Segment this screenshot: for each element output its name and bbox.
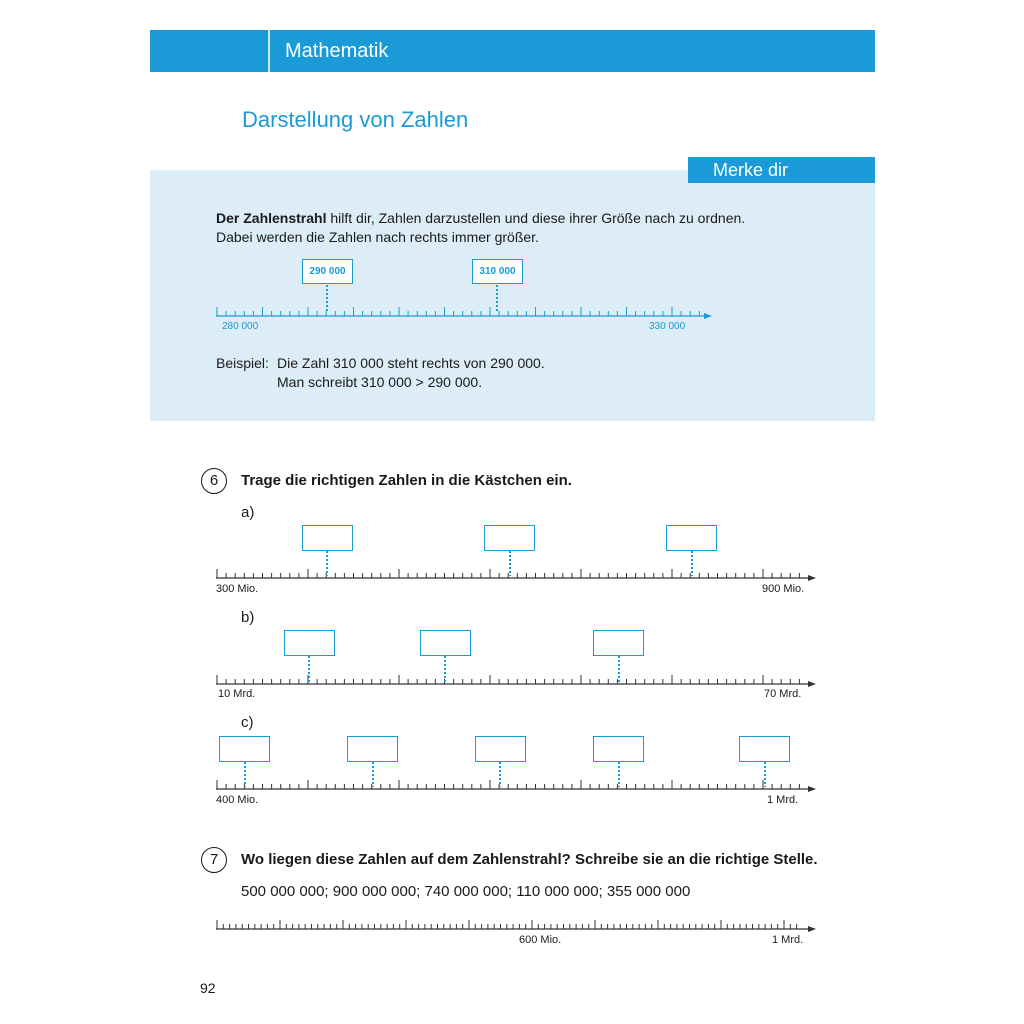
task6-instruction: Trage die richtigen Zahlen in die Kästchen ein. — [241, 472, 572, 489]
task6b-line-arrow — [808, 681, 816, 687]
task7-numbers: 500 000 000; 900 000 000; 740 000 000; 110 000 000; 355 000 000 — [241, 883, 691, 900]
page-number: 92 — [200, 980, 216, 996]
task6a-end: 900 Mio. — [762, 583, 805, 595]
task6a-line-arrow — [808, 575, 816, 581]
task7-line-arrow — [808, 926, 816, 932]
task6c-end: 1 Mrd. — [767, 794, 799, 806]
task6b-end: 70 Mrd. — [764, 688, 802, 700]
task6a-label: a) — [241, 504, 255, 521]
example-line2: Man schreibt 310 000 > 290 000. — [277, 374, 483, 390]
merke-intro-rest: hilft dir, Zahlen darzustellen und diese ihrer Größe nach zu ordnen. — [326, 210, 746, 226]
merke-line-arrow — [704, 313, 712, 319]
merke-intro-line2: Dabei werden die Zahlen nach rechts immer größer. — [216, 229, 539, 245]
example-line1: Die Zahl 310 000 steht rechts von 290 000. — [277, 355, 545, 371]
task6-number: 6 — [201, 468, 227, 494]
page-title: Darstellung von Zahlen — [242, 107, 469, 132]
task7-instruction: Wo liegen diese Zahlen auf dem Zahlenstrahl? Schreibe sie an die richtige Stelle. — [241, 851, 818, 868]
merke-intro-bold: Der Zahlenstrahl — [216, 210, 327, 226]
task6c-label: c) — [241, 714, 254, 731]
merke-marker-left: 290 000 — [302, 259, 353, 284]
merke-tab: Merke dir — [688, 157, 875, 183]
task6a-start: 300 Mio. — [216, 583, 259, 595]
subject-title: Mathematik — [285, 40, 389, 62]
merke-marker-right: 310 000 — [472, 259, 523, 284]
task7-label-end: 1 Mrd. — [772, 934, 804, 946]
task6b-start: 10 Mrd. — [218, 688, 256, 700]
merke-axis-start: 280 000 — [222, 321, 259, 332]
task6c-start: 400 Mio. — [216, 794, 259, 806]
example-label: Beispiel: — [216, 355, 269, 371]
task6b-label: b) — [241, 609, 255, 626]
task6c-line-arrow — [808, 786, 816, 792]
task7-label-mid: 600 Mio. — [519, 934, 562, 946]
task7-number: 7 — [201, 847, 227, 873]
merke-axis-end: 330 000 — [649, 321, 686, 332]
